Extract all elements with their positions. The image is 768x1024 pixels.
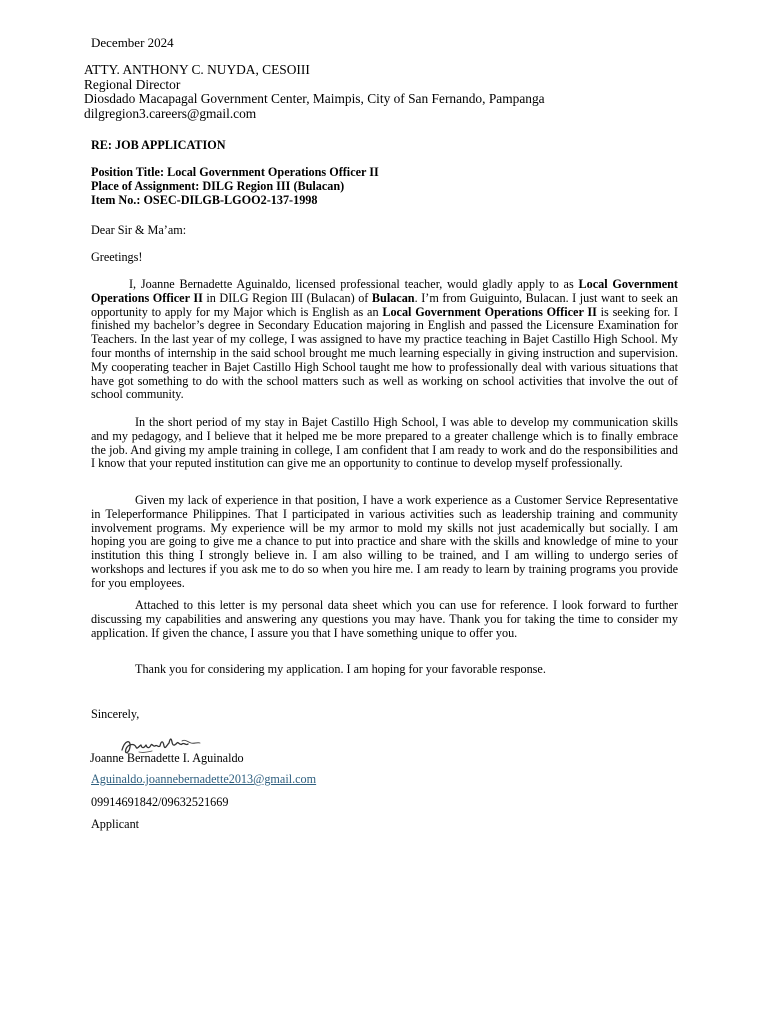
recipient-name: ATTY. ANTHONY C. NUYDA, CESOIII xyxy=(84,62,310,77)
body-paragraph-5: Thank you for considering my application. I am hoping for your favorable response. xyxy=(135,662,546,676)
recipient-email: dilgregion3.careers@gmail.com xyxy=(84,105,257,121)
body-paragraph-1 xyxy=(91,278,678,402)
salutation: Dear Sir & Ma’am: xyxy=(91,223,187,237)
body-paragraph-4: Attached to this letter is my personal data sheet which you can use for reference. I look forward to further discussing my capabilities and answering any questions you may have. Thank you for taking the time to consider my application. If given the chance, I assure you that I have something unique to offer you. xyxy=(91,598,678,640)
subject-line: RE: JOB APPLICATION xyxy=(91,138,226,152)
closing: Sincerely, xyxy=(91,707,140,721)
p1-position-bold: Local Government Operations Officer II xyxy=(91,277,678,305)
p1-text-a: I, Joanne Bernadette Aguinaldo, licensed professional teacher, would gladly apply to as xyxy=(129,277,579,291)
body-paragraph-2: In the short period of my stay in Bajet Castillo High School, I was able to develop my communication skills and my pedagogy, and I believe that it helped me be more prepared to a greater challenge which is to finally embrace the job. And giving my ample training in college, I am confident that I am ready to work and do the responsibilities and I know that your reputed institution can give me an opportunity to continue to develop myself professionally. xyxy=(91,415,678,471)
p1-text-c: in DILG Region III (Bulacan) of xyxy=(202,290,372,305)
p1-text-e: . I’m from Guiguinto, Bulacan. I just want to seek an opportunity to apply for my Major which is English as an xyxy=(91,290,678,319)
recipient-address: Diosdado Macapagal Government Center, Maimpis, City of San Fernando, Pampanga xyxy=(84,91,545,106)
item-number: Item No.: OSEC-DILGB-LGOO2-137-1998 xyxy=(91,193,318,207)
p1-text-g: is seeking for. I finished my bachelor’s degree in Secondary Education majoring in English and passed the Licensure Examination for Teachers. In the last year of my college, I was assigned to have my practice teaching in Bajet Castillo High School. My four months of internship in the said school brought me much learning especially in giving instruction and supervision. My cooperating teacher in Bajet Castillo High School taught me how to professionally deal with various situations that have got something to do with the school matters such as well as working on school activities that involve the out of school community. xyxy=(91,304,678,402)
greeting: Greetings! xyxy=(91,250,143,264)
position-title: Position Title: Local Government Operations Officer II xyxy=(91,165,379,179)
recipient-block xyxy=(84,63,545,121)
place-of-assignment: Place of Assignment: DILG Region III (Bulacan) xyxy=(91,179,345,193)
signer-phone: 09914691842/09632521669 xyxy=(91,795,229,809)
p1-position-bold-2: Local Government Operations Officer II xyxy=(382,304,597,319)
letter-date: December 2024 xyxy=(91,35,174,50)
signer-email-link[interactable]: Aguinaldo.joannebernadette2013@gmail.com xyxy=(91,772,317,786)
position-details xyxy=(91,165,379,207)
recipient-title: Regional Director xyxy=(84,76,181,92)
p1-province-bold: Bulacan xyxy=(371,290,415,305)
signer-name: Joanne Bernadette I. Aguinaldo xyxy=(90,751,244,765)
body-paragraph-3: Given my lack of experience in that position, I have a work experience as a Customer Service Representative in Teleperformance Philippines. That I participated in various activities such as leadership training and community involvement programs. My experience will be my armor to mold my skills not just academically but socially. I am hoping you are going to give me a chance to put into practice and share with the skills and knowledge of mine to your institution this thing I strongly believe in. I am also willing to be trained, and I am willing to undergo series of workshops and lectures if you ask me to do so when you hire me. I am ready to learn by training programs you provide for you employees. xyxy=(91,493,678,590)
signer-role: Applicant xyxy=(91,817,140,831)
